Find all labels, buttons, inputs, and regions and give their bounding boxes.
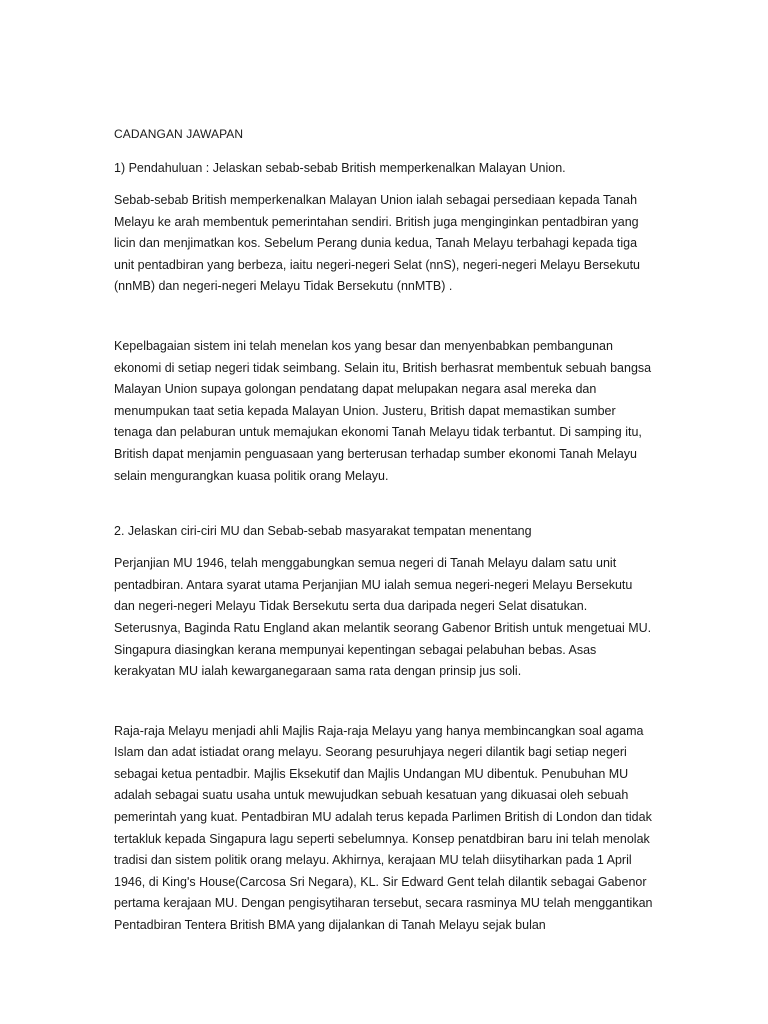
section-spacer	[114, 487, 654, 521]
paragraph-spacer	[114, 298, 654, 336]
section-2-heading: 2. Jelaskan ciri-ciri MU dan Sebab-sebab masyarakat tempatan menentang	[114, 524, 532, 539]
section-1-heading: 1) Pendahuluan : Jelaskan sebab-sebab British memperkenalkan Malayan Union.	[114, 161, 566, 175]
section-1-paragraph-2: Kepelbagaian sistem ini telah menelan kos yang besar dan menyenbabkan pembangunan ekonomi di setiap negeri tidak seimbang. Selain itu, British berhasrat membentuk sebuah bangsa Malayan Union supaya golongan pendatang dapat melupakan negara asal mereka dan menumpukan taat setia kepada Malayan Union. Justeru, British dapat memastikan sumber tenaga dan pelaburan untuk memajukan ekonomi Tanah Melayu tidak terbantut. Di samping itu, British dapat menjamin penguasaan yang berterusan terhadap sumber ekonomi Tanah Melayu selain mengurangkan kuasa politik orang Melayu.	[114, 338, 652, 483]
section-2-paragraph-1: Perjanjian MU 1946, telah menggabungkan semua negeri di Tanah Melayu dalam satu unit pentadbiran. Antara syarat utama Perjanjian MU ialah semua negeri-negeri Melayu Bersekutu dan negeri-negeri Melayu Tidak Bersekutu serta dua daripada negeri Selat disatukan. Seterusnya, Baginda Ratu England akan melantik seorang Gabenor British untuk mengetuai MU. Singapura diasingkan kerana mempunyai kepentingan sebagai pelabuhan bebas. Asas kerakyatan MU ialah kewarganegaraan sama rata dengan prinsip jus soli.	[114, 556, 652, 679]
section-1-paragraph-1: Sebab-sebab British memperkenalkan Malayan Union ialah sebagai persediaan kepada Tanah Melayu ke arah membentuk pemerintahan sendiri. British juga menginginkan pentadbiran yang licin dan menjimatkan kos. Sebelum Perang dunia kedua, Tanah Melayu terbahagi kepada tiga unit pentadbiran yang berbeza, iaitu negeri-negeri Selat (nnS), negeri-negeri Melayu Bersekutu (nnMB) dan negeri-negeri Melayu Tidak Bersekutu (nnMTB) .	[114, 193, 641, 294]
document-body	[114, 124, 654, 937]
paragraph-spacer	[114, 683, 654, 721]
section-2-paragraph-2: Raja-raja Melayu menjadi ahli Majlis Raja-raja Melayu yang hanya membincangkan soal agama Islam dan adat istiadat orang melayu. Seorang pesuruhjaya negeri dilantik bagi setiap negeri sebagai ketua pentadbir. Majlis Eksekutif dan Majlis Undangan MU dibentuk. Penubuhan MU adalah sebagai suatu usaha untuk mewujudkan sebuah kesatuan yang dikuasai oleh sebuah pemerintah yang kuat. Pentadbiran MU adalah terus kepada Parlimen British di London dan tidak tertakluk kepada Singapura lagu seperti sebelumnya. Konsep penatdbiran baru ini telah menolak tradisi dan sistem politik orang melayu. Akhirnya, kerajaan MU telah diisytiharkan pada 1 April 1946, di King's House(Carcosa Sri Negara), KL. Sir Edward Gent telah dilantik sebagai Gabenor pertama kerajaan MU. Dengan pengisytiharan tersebut, secara rasminya MU telah menggantikan Pentadbiran Tentera British BMA yang dijalankan di Tanah Melayu sejak bulan	[114, 723, 653, 933]
document-title: CADANGAN JAWAPAN	[114, 127, 244, 141]
